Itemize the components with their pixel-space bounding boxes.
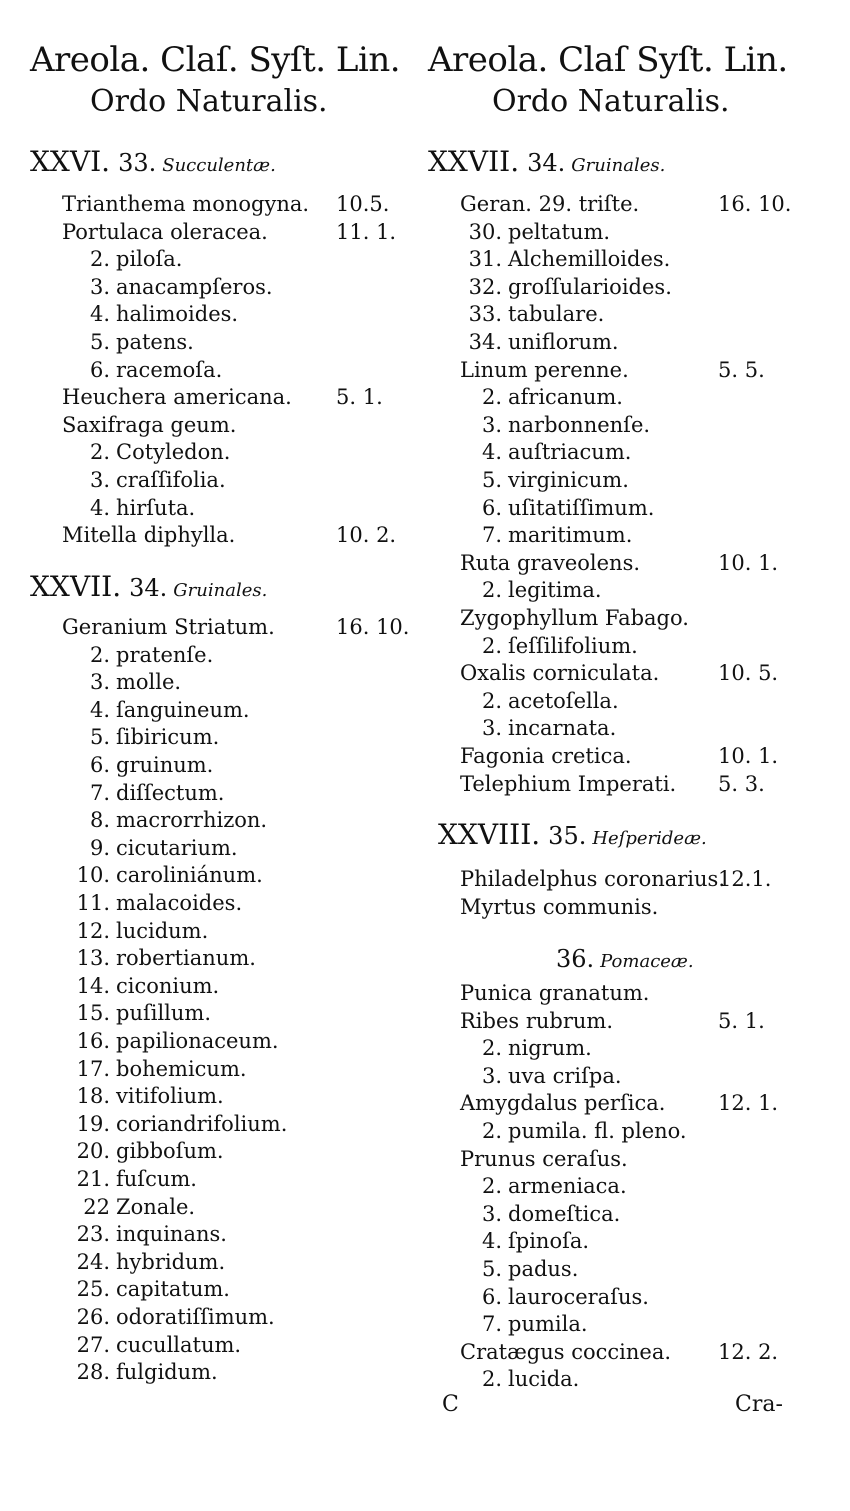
entry-name: ſanguineum. — [116, 697, 250, 722]
entry-number: 25. — [76, 1277, 110, 1302]
entry-name: hybridum. — [116, 1249, 226, 1274]
entry-name: uva criſpa. — [508, 1063, 622, 1088]
catalog-entry — [70, 1000, 211, 1026]
entry-name: piloſa. — [116, 247, 183, 272]
entry-name: peltatum. — [508, 219, 611, 244]
entry-name: Amygdalus perſica. — [460, 1091, 666, 1116]
entry-name: Telephium Imperati. — [460, 771, 677, 796]
entry-name: auſtriacum. — [508, 440, 632, 465]
entry-number: 27. — [76, 1332, 110, 1357]
catalog-entry — [70, 329, 194, 355]
entry-number: 9. — [89, 835, 110, 860]
entry-name: Saxifraga geum. — [62, 412, 237, 437]
section-order-name: Succulentæ. — [162, 155, 276, 176]
entry-number: 3. — [89, 468, 110, 492]
entry-number: 5. — [481, 468, 502, 492]
catalog-entry — [460, 866, 772, 892]
catalog-entry — [70, 467, 226, 493]
entry-number: 4. — [89, 495, 110, 520]
entry-number: 2. — [481, 688, 502, 713]
left-header-line2: Ordo Naturalis. — [90, 84, 328, 119]
catalog-entry — [62, 191, 390, 217]
catalog-entry — [62, 522, 397, 548]
entry-name: coriandrifolium. — [116, 1111, 288, 1136]
entry-name: Portulaca oleracea. — [62, 219, 268, 244]
entry-number: 4. — [89, 302, 110, 327]
entry-number: 6. — [481, 495, 502, 520]
catalog-entry — [460, 660, 779, 686]
section-numeral: XXVII. — [30, 570, 122, 603]
entry-name: Zygophyllum Fabago. — [460, 606, 689, 630]
entry-name: padus. — [508, 1257, 579, 1281]
entry-name: Linum perenne. — [460, 357, 629, 382]
section-order-name: Heſperideæ. — [592, 828, 707, 849]
entry-name: fulgidum. — [116, 1360, 218, 1385]
section-order-name: Pomaceæ. — [600, 951, 694, 972]
section-heading — [428, 145, 665, 178]
catalog-entry — [70, 669, 181, 695]
catalog-entry — [70, 1056, 247, 1082]
entry-name: Oxalis corniculata. — [460, 661, 660, 686]
entry-name: virginicum. — [508, 468, 629, 492]
entry-name: pumila. — [508, 1312, 588, 1337]
entry-number: 7. — [89, 780, 110, 805]
linnaean-class-order: 5. 1. — [336, 385, 383, 410]
entry-name: Prunus ceraſus. — [460, 1146, 628, 1171]
catalog-entry — [70, 945, 256, 971]
catalog-entry — [462, 1063, 622, 1089]
entry-number: 26. — [76, 1305, 110, 1329]
section-numeral: XXVI. — [30, 145, 111, 178]
entry-number: 2. — [481, 1036, 502, 1061]
entry-name: vitifolium. — [116, 1084, 224, 1109]
catalog-entry — [70, 973, 219, 999]
catalog-entry — [462, 1201, 620, 1227]
catalog-entry — [462, 412, 650, 438]
linnaean-class-order: 5. 5. — [718, 357, 765, 382]
catalog-entry — [70, 1138, 224, 1164]
entry-number: 10. — [76, 863, 110, 888]
section-numeral: XXVIII. — [438, 818, 541, 851]
catalog-entry — [70, 1083, 224, 1109]
entry-name: ſeſſilifolium. — [508, 633, 638, 658]
entry-name: bohemicum. — [116, 1056, 247, 1081]
catalog-entry — [462, 522, 632, 548]
entry-number: 11. — [76, 891, 110, 915]
catalog-entry — [62, 384, 383, 410]
entry-number: 18. — [76, 1084, 110, 1109]
catalog-entry — [462, 219, 610, 245]
catalog-entry — [70, 890, 242, 916]
entry-name: papilionaceum. — [116, 1029, 279, 1053]
entry-name: Trianthema monogyna. — [62, 192, 310, 216]
linnaean-class-order: 10. 2. — [336, 523, 397, 548]
catalog-entry — [462, 1118, 687, 1144]
entry-name: ciconium. — [116, 973, 220, 998]
entry-number: 2. — [89, 642, 110, 667]
entry-name: hirſuta. — [116, 495, 196, 520]
entry-name: lauroceraſus. — [508, 1284, 649, 1309]
catalog-entry — [460, 357, 765, 383]
catalog-entry — [462, 246, 670, 272]
linnaean-class-order: 12.1. — [718, 867, 772, 891]
section-order-name: Gruinales. — [173, 580, 268, 601]
entry-name: Cotyledon. — [116, 440, 231, 465]
entry-number: 32. — [468, 274, 502, 299]
linnaean-class-order: 16. 10. — [336, 615, 410, 639]
catalog-entry — [460, 980, 649, 1006]
section-order-number: 34. — [527, 149, 566, 177]
catalog-entry — [70, 246, 183, 272]
catalog-entry — [462, 1256, 578, 1282]
entry-number: 2. — [481, 1119, 502, 1143]
entry-name: odoratiſſimum. — [116, 1305, 275, 1329]
entry-name: domeſtica. — [508, 1201, 621, 1226]
catalog-entry — [70, 642, 213, 668]
entry-name: Myrtus communis. — [460, 894, 659, 919]
linnaean-class-order: 10. 5. — [718, 661, 779, 686]
entry-name: cicutarium. — [116, 835, 238, 860]
section-heading — [548, 941, 694, 974]
entry-name: Fagonia cretica. — [460, 744, 632, 768]
catalog-entry — [462, 1035, 592, 1061]
catalog-entry — [460, 605, 689, 631]
entry-name: ſpinoſa. — [508, 1229, 590, 1254]
catalog-entry — [70, 918, 208, 944]
entry-name: racemoſa. — [116, 357, 223, 382]
linnaean-class-order: 5. 3. — [718, 771, 765, 796]
catalog-entry — [462, 715, 616, 741]
catalog-entry — [460, 550, 779, 576]
entry-number: 34. — [468, 330, 502, 354]
section-heading — [438, 818, 707, 851]
entry-name: Cratægus coccinea. — [460, 1339, 672, 1364]
right-header-line1: Areola. Claſ Syſt. Lin. — [428, 40, 788, 80]
entry-name: Geran. 29. triſte. — [460, 192, 640, 216]
entry-name: pumila. fl. pleno. — [508, 1119, 687, 1143]
entry-number: 30. — [468, 219, 502, 244]
entry-name: nigrum. — [508, 1036, 592, 1061]
entry-number: 6. — [89, 753, 110, 777]
entry-name: acetoſella. — [508, 688, 619, 713]
entry-number: 3. — [89, 274, 110, 299]
section-numeral: XXVII. — [428, 145, 520, 178]
catalog-entry — [460, 191, 792, 217]
entry-name: maritimum. — [508, 523, 633, 548]
catalog-entry — [462, 1366, 579, 1392]
catalog-entry — [70, 807, 267, 833]
entry-name: robertianum. — [116, 946, 256, 971]
entry-number: 3. — [481, 1063, 502, 1088]
entry-number: 4. — [89, 697, 110, 722]
entry-name: Mitella diphylla. — [62, 523, 236, 548]
catalog-entry — [460, 1146, 628, 1172]
catalog-entry — [70, 1028, 279, 1054]
right-header-line2: Ordo Naturalis. — [492, 84, 730, 119]
catalog-entry — [70, 1304, 275, 1330]
catalog-entry — [70, 439, 230, 465]
signature-mark: C — [442, 1392, 459, 1417]
section-order-number: 34. — [129, 574, 168, 602]
catalog-entry — [70, 862, 263, 888]
section-order-number: 33. — [118, 149, 157, 177]
entry-name: cucullatum. — [116, 1332, 242, 1357]
entry-name: puſillum. — [116, 1001, 212, 1026]
entry-number: 28. — [76, 1360, 110, 1385]
entry-name: incarnata. — [508, 716, 617, 741]
section-order-number: 35. — [548, 822, 587, 850]
catalog-entry — [462, 384, 623, 410]
catalog-entry — [70, 697, 250, 723]
entry-name: Alchemilloides. — [508, 247, 671, 272]
entry-name: inquinans. — [116, 1222, 227, 1247]
catalog-entry — [462, 633, 638, 659]
entry-number: 2. — [89, 440, 110, 465]
entry-number: 4. — [481, 440, 502, 465]
catalog-entry — [62, 219, 397, 245]
entry-number: 33. — [468, 302, 502, 327]
entry-number: 22 — [83, 1194, 110, 1219]
entry-number: 3. — [481, 412, 502, 437]
entry-name: Ribes rubrum. — [460, 1008, 614, 1033]
section-heading — [30, 570, 267, 603]
entry-name: lucidum. — [116, 918, 209, 943]
entry-number: 4. — [481, 1229, 502, 1254]
linnaean-class-order: 5. 1. — [718, 1008, 765, 1033]
entry-number: 31. — [468, 247, 502, 272]
catalog-entry — [70, 1276, 230, 1302]
entry-name: fuſcum. — [116, 1167, 197, 1191]
catalog-entry — [70, 357, 222, 383]
catalog-entry — [70, 1221, 227, 1247]
entry-name: caroliniánum. — [116, 863, 263, 888]
entry-name: pratenſe. — [116, 642, 214, 667]
catalog-entry — [70, 274, 273, 300]
catalog-entry — [70, 1194, 195, 1220]
entry-name: lucida. — [508, 1367, 580, 1392]
entry-name: africanum. — [508, 385, 623, 410]
entry-number: 2. — [481, 578, 502, 603]
entry-name: Zonale. — [116, 1194, 196, 1219]
entry-name: craſſifolia. — [116, 468, 226, 492]
catalog-entry — [462, 467, 629, 493]
entry-name: armeniaca. — [508, 1174, 627, 1199]
catchword: Cra- — [735, 1392, 783, 1417]
entry-number: 2. — [481, 1174, 502, 1199]
entry-number: 2. — [481, 385, 502, 410]
entry-number: 19. — [76, 1111, 110, 1136]
catalog-entry — [460, 771, 765, 797]
entry-number: 12. — [76, 918, 110, 943]
catalog-entry — [462, 1173, 627, 1199]
entry-name: capitatum. — [116, 1277, 230, 1302]
entry-name: anacampſeros. — [116, 274, 273, 299]
entry-name: macrorrhizon. — [116, 808, 268, 833]
catalog-entry — [462, 1311, 588, 1337]
linnaean-class-order: 12. 2. — [718, 1339, 779, 1364]
entry-name: tabulare. — [508, 302, 605, 327]
entry-number: 24. — [76, 1249, 110, 1274]
catalog-entry — [70, 724, 219, 750]
entry-number: 6. — [89, 357, 110, 382]
entry-number: 3. — [481, 1201, 502, 1226]
section-order-name: Gruinales. — [571, 155, 666, 176]
entry-number: 5. — [89, 725, 110, 750]
catalog-entry — [70, 752, 213, 778]
entry-number: 8. — [89, 808, 110, 833]
catalog-entry — [460, 743, 779, 769]
catalog-entry — [460, 894, 658, 920]
entry-number: 2. — [481, 1367, 502, 1392]
entry-name: Heuchera americana. — [62, 385, 292, 410]
entry-name: molle. — [116, 670, 182, 695]
entry-name: Ruta graveolens. — [460, 550, 641, 575]
entry-number: 3. — [89, 670, 110, 695]
catalog-entry — [462, 577, 602, 603]
catalog-entry — [70, 301, 238, 327]
entry-number: 5. — [89, 330, 110, 354]
entry-number: 3. — [481, 716, 502, 741]
entry-number: 14. — [76, 973, 110, 998]
entry-name: Philadelphus coronarius. — [460, 867, 726, 891]
entry-name: malacoides. — [116, 891, 243, 915]
entry-number: 15. — [76, 1001, 110, 1026]
catalog-entry — [62, 412, 236, 438]
entry-number: 6. — [481, 1284, 502, 1309]
catalog-entry — [462, 688, 619, 714]
linnaean-class-order: 10.5. — [336, 192, 390, 216]
entry-number: 7. — [481, 1312, 502, 1337]
entry-name: legitima. — [508, 578, 602, 603]
linnaean-class-order: 10. 1. — [718, 550, 779, 575]
entry-number: 21. — [76, 1167, 110, 1191]
entry-number: 20. — [76, 1139, 110, 1164]
entry-name: patens. — [116, 330, 194, 354]
catalog-entry — [462, 495, 654, 521]
entry-name: narbonnenſe. — [508, 412, 651, 437]
entry-name: ſibiricum. — [116, 725, 220, 750]
entry-name: gibboſum. — [116, 1139, 224, 1164]
linnaean-class-order: 10. 1. — [718, 744, 779, 768]
linnaean-class-order: 16. 10. — [718, 192, 792, 216]
catalog-entry — [462, 439, 631, 465]
entry-number: 13. — [76, 946, 110, 971]
catalog-entry — [70, 1332, 241, 1358]
entry-number: 16. — [76, 1029, 110, 1053]
entry-name: groſſularioides. — [508, 274, 672, 299]
left-header-line1: Areola. Claſ. Syſt. Lin. — [30, 40, 401, 80]
entry-number: 17. — [76, 1056, 110, 1081]
catalog-entry — [70, 1166, 197, 1192]
catalog-entry — [462, 1284, 649, 1310]
section-order-number: 36. — [556, 945, 595, 973]
catalog-entry — [460, 1090, 779, 1116]
catalog-entry — [70, 835, 238, 861]
entry-name: uniflorum. — [508, 330, 619, 354]
entry-name: gruinum. — [116, 753, 214, 777]
section-heading — [30, 145, 276, 178]
catalog-entry — [62, 614, 410, 640]
entry-name: diſſectum. — [116, 780, 225, 805]
catalog-entry — [462, 329, 619, 355]
entry-number: 5. — [481, 1257, 502, 1281]
catalog-entry — [462, 1228, 589, 1254]
catalog-entry — [70, 495, 195, 521]
catalog-entry — [70, 1359, 218, 1385]
catalog-entry — [462, 301, 604, 327]
entry-name: uſitatiſſimum. — [508, 495, 655, 520]
entry-name: halimoides. — [116, 302, 239, 327]
linnaean-class-order: 12. 1. — [718, 1091, 779, 1116]
catalog-entry — [460, 1339, 779, 1365]
entry-name: Punica granatum. — [460, 981, 650, 1005]
catalog-entry — [462, 274, 672, 300]
catalog-entry — [70, 1111, 287, 1137]
catalog-entry — [70, 780, 224, 806]
linnaean-class-order: 11. 1. — [336, 219, 397, 244]
catalog-entry — [70, 1249, 225, 1275]
entry-number: 2. — [481, 633, 502, 658]
entry-number: 7. — [481, 523, 502, 548]
entry-number: 23. — [76, 1222, 110, 1247]
entry-name: Geranium Striatum. — [62, 615, 275, 639]
entry-number: 2. — [89, 247, 110, 272]
catalog-entry — [460, 1008, 765, 1034]
